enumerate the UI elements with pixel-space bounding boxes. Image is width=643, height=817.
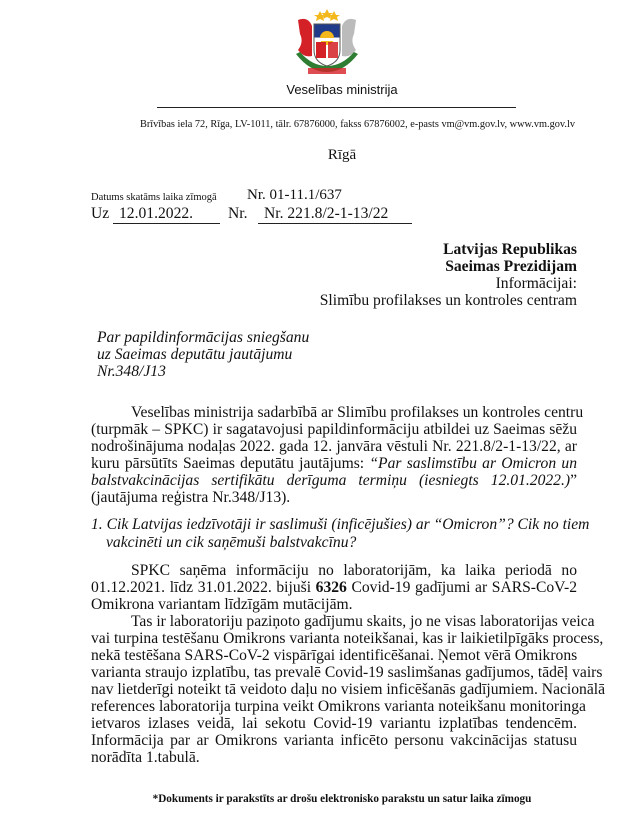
paragraph-3-line: nekā testēšana SARS-CoV-2 vispārīgai identificēšanai. Ņemot vērā Omikrons: [91, 647, 578, 664]
header-divider: [157, 107, 516, 108]
paragraph-3-line: varianta straujo izplatību, tas prevalē Covid-19 saslimšanas gadījumos, tādēļ vairs: [91, 664, 603, 681]
paragraph-3-line: references laboratorija turpina veikt Omikrons varianta noteikšanu monitoringa: [91, 698, 586, 715]
subject-line-1: Par papildinformācijas sniegšanu: [97, 329, 310, 346]
uz-number: Nr. 221.8/2-1-13/22: [264, 205, 389, 222]
nr-label: Nr.: [228, 205, 248, 222]
question-line-1: 1. Cik Latvijas iedzīvotāji ir saslimuši (inficējušies) ar “Omicron”? Cik no tiem: [91, 516, 590, 533]
coat-of-arms-logo: [290, 6, 364, 80]
paragraph-1-line: [91, 455, 577, 472]
paragraph-1-line: nodrošinājuma nodaļas 2022. gada 12. janvāra vēstuli Nr. 221.8/2-1-13/22, ar: [91, 438, 577, 455]
question-title: “Par saslimstību ar Omicron un: [369, 455, 577, 472]
ministry-name: Veselības ministrija: [286, 82, 398, 97]
uz-date: 12.01.2022.: [119, 205, 194, 222]
recipient-line-3: Slimību profilakses un kontroles centram: [319, 292, 577, 309]
text: 01.12.2021. līdz 31.01.2022. bijuši: [91, 579, 316, 596]
city: Rīgā: [327, 147, 357, 163]
address-line: Brīvības iela 72, Rīga, LV-1011, tālr. 67876000, fakss 67876002, e-pasts vm@vm.gov.lv, www.vm.gov.lv: [140, 119, 575, 130]
paragraph-3-line: ietvaros izlases veidā, lai sekotu Covid-19 variantu izplatības tendencēm.: [91, 715, 577, 732]
paragraph-3-line: nav lietderīgi noteikt tā veidoto daļu no visiem inficēšanās gadījumiem. Nacionālā: [91, 681, 606, 698]
subject-line-2: uz Saeimas deputātu jautājumu: [97, 346, 293, 363]
paragraph-2-line: SPKC saņēma informāciju no laboratorijām, ka laika periodā no: [131, 562, 577, 579]
text: kuru pārsūtīts Saeimas deputātu jautājums:: [91, 455, 370, 472]
paragraph-1-line: [91, 472, 577, 489]
question-title: balstvakcinācijas sertifikātu derīguma termiņu (iesniegts 12.01.2022.): [91, 472, 571, 489]
paragraph-1-line: Veselības ministrija sadarbībā ar Slimību profilakses un kontroles centru: [131, 404, 584, 421]
uz-label: Uz: [91, 205, 110, 222]
info-label: Informācijai:: [495, 275, 577, 292]
document-number: Nr. 01-11.1/637: [247, 187, 342, 203]
case-count: 6326: [315, 579, 347, 596]
date-note: Datums skatāms laika zīmogā: [91, 192, 217, 203]
paragraph-3-line: Informācija par ar Omikrons varianta inficēto personu vakcinācijas statusu: [91, 732, 577, 749]
paragraph-2-line: Omikrona variantam līdzīgām mutācijām.: [91, 596, 353, 613]
recipient-line-1: Latvijas Republikas: [443, 241, 577, 258]
paragraph-3-line: norādīta 1.tabulā.: [91, 749, 200, 766]
text: Covid-19 gadījumi ar SARS-CoV-2: [346, 579, 577, 596]
paragraph-1-line: (jautājuma reģistra Nr.348/J13).: [91, 489, 291, 506]
footer-signature-note: *Dokuments ir parakstīts ar drošu elektronisko parakstu un satur laika zīmogu: [152, 793, 532, 805]
subject-line-3: Nr.348/J13: [97, 363, 166, 380]
paragraph-2-line: [91, 579, 577, 596]
recipient-line-2: Saeimas Prezidijam: [445, 258, 577, 275]
quote-mark: ”: [570, 472, 577, 489]
question-line-2: vakcinēti un cik saņēmuši balstvakcīnu?: [106, 534, 357, 551]
paragraph-3-line: Tas ir laboratoriju paziņoto gadījumu skaits, jo ne visas laboratorijas veica: [131, 613, 595, 630]
paragraph-1-line: (turpmāk – SPKC) ir sagatavojusi papildinformāciju atbildei uz Saeimas sēžu: [91, 421, 577, 438]
paragraph-3-line: vai turpina testēšanu Omikrons varianta noteikšanai, kas ir laikietilpīgāks process,: [91, 630, 604, 647]
